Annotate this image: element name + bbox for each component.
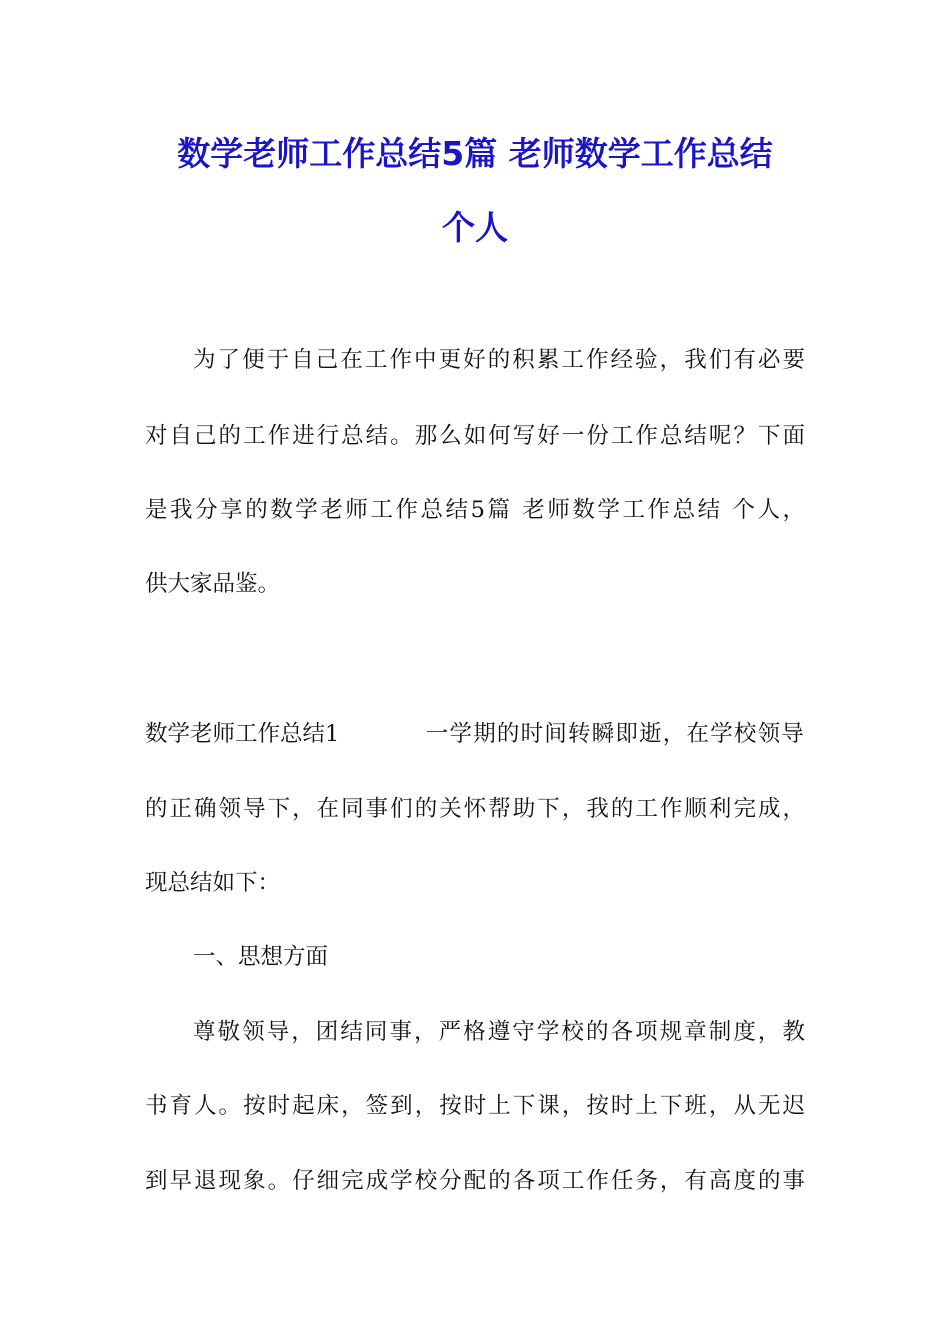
section-1-line: 现总结如下： — [145, 870, 281, 896]
intro-paragraph-line: 是我分享的数学老师工作总结5篇 老师数学工作总结 个人， — [145, 497, 805, 523]
section-1-first-text: 一学期的时间转瞬即逝，在学校领导 — [425, 721, 805, 747]
body-paragraph-line: 书育人。按时起床，签到，按时上下课，按时上下班，从无迟 — [145, 1093, 805, 1119]
document-title-line-1: 数学老师工作总结5篇 老师数学工作总结 — [177, 134, 773, 173]
body-paragraph-line: 到早退现象。仔细完成学校分配的各项工作任务，有高度的事 — [145, 1168, 805, 1194]
intro-paragraph-line: 为了便于自己在工作中更好的积累工作经验，我们有必要 — [193, 347, 805, 373]
section-heading: 一、思想方面 — [193, 944, 329, 970]
document-title-line-2: 个人 — [442, 208, 508, 247]
body-paragraph-line: 尊敬领导，团结同事，严格遵守学校的各项规章制度，教 — [193, 1019, 805, 1045]
section-1-first-line — [145, 718, 805, 750]
intro-paragraph-line: 供大家品鉴。 — [145, 571, 281, 597]
intro-paragraph-line: 对自己的工作进行总结。那么如何写好一份工作总结呢？下面 — [145, 423, 805, 449]
section-1-label: 数学老师工作总结1 — [145, 721, 340, 747]
section-1-line: 的正确领导下，在同事们的关怀帮助下，我的工作顺利完成， — [145, 796, 805, 822]
